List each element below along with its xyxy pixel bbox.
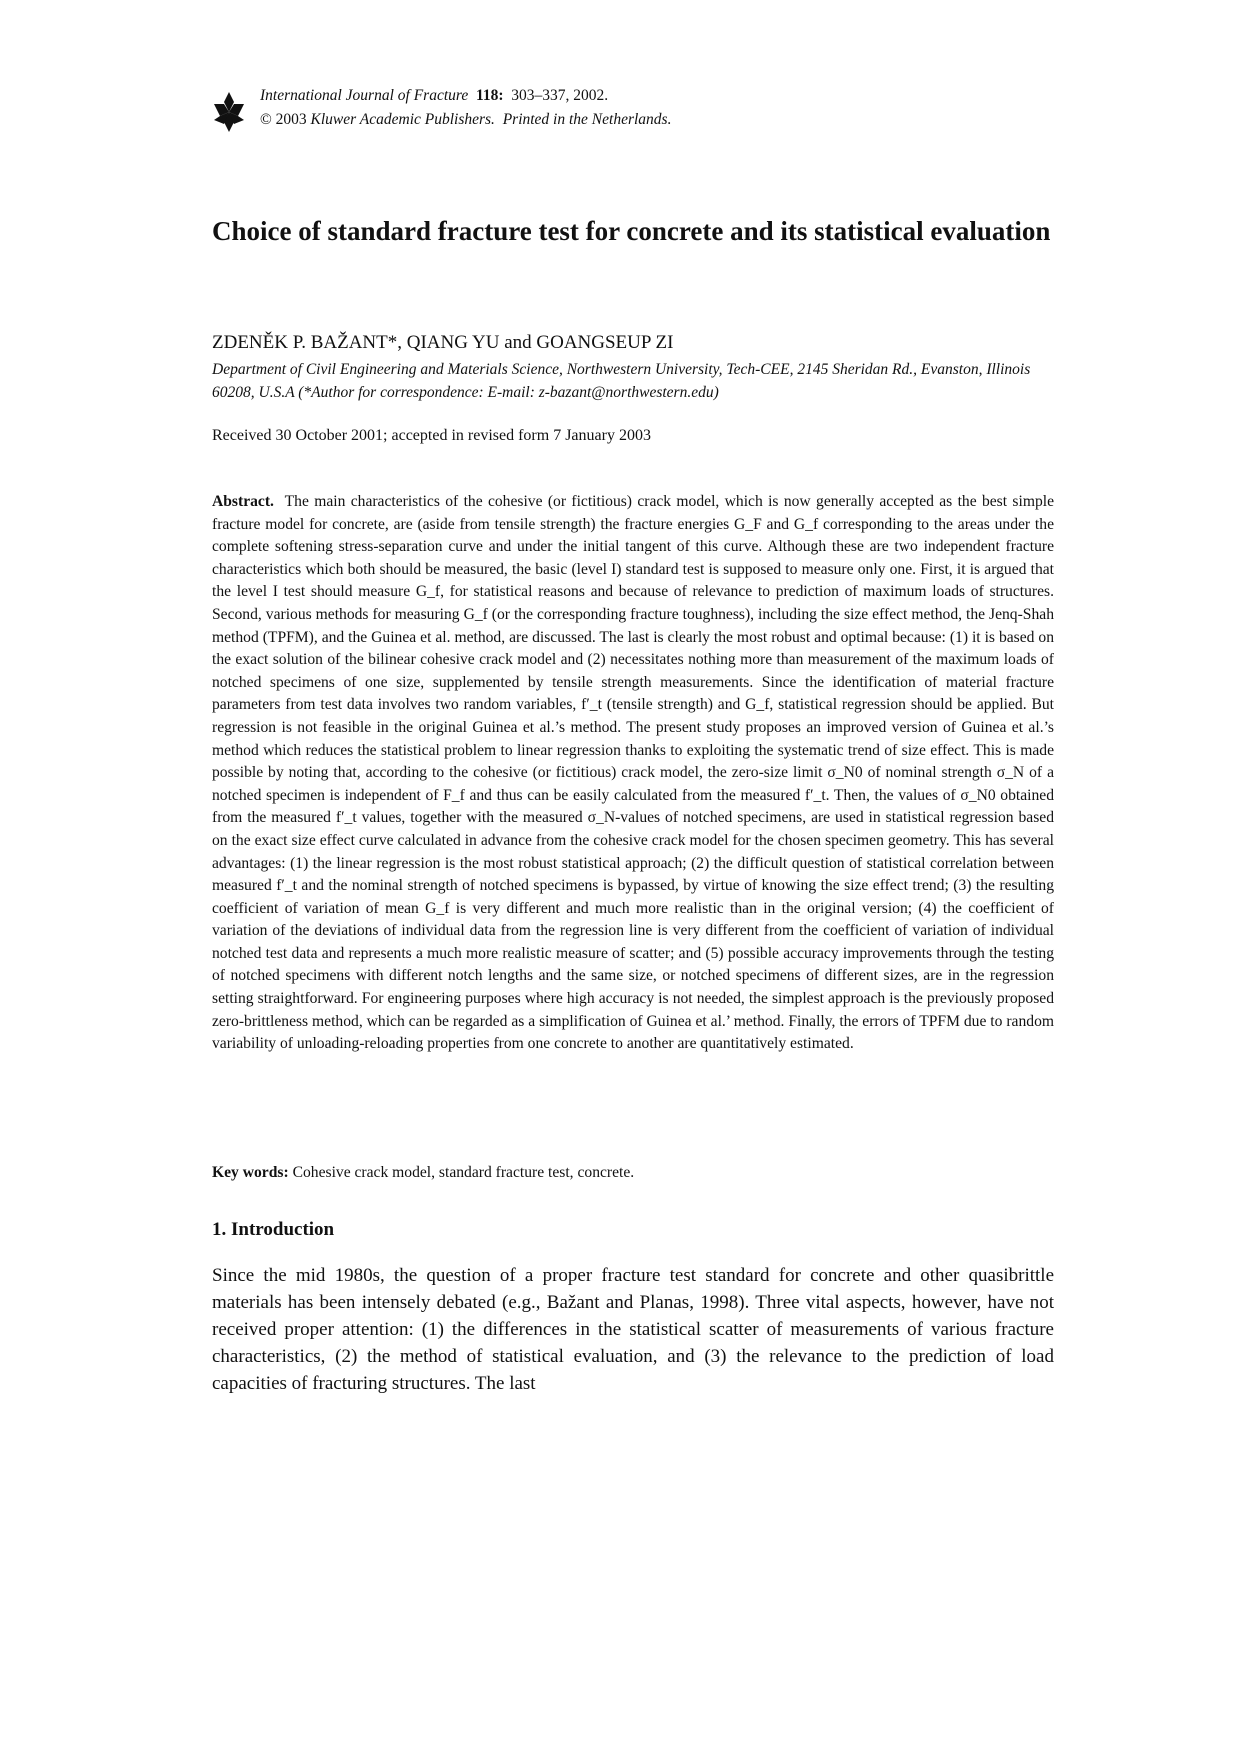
intro-paragraph: Since the mid 1980s, the question of a proper fracture test standard for concrete and other quasibrittle materials has been intensely debated (e.g., Bažant and Planas, 1998). Three vital aspects, however, have not received proper attention: (1) the differences in the statistical scatter of measurements of various fracture characteristics, (2) the method of statistical evaluation, and (3) the relevance to the prediction of load capacities of fracturing structures. The last — [212, 1265, 1054, 1394]
keywords-label: Key words: — [212, 1164, 289, 1181]
received-dates: Received 30 October 2001; accepted in revised form 7 January 2003 — [212, 427, 651, 444]
kluwer-logo-icon — [212, 90, 246, 134]
keywords-text: Cohesive crack model, standard fracture test, concrete. — [292, 1164, 635, 1181]
copyright-line: © 2003 Kluwer Academic Publishers. Printed in the Netherlands. — [260, 111, 672, 128]
paper-title: Choice of standard fracture test for concrete and its statistical evaluation — [212, 216, 1051, 246]
journal-header — [212, 84, 1012, 140]
section-heading: 1. Introduction — [212, 1219, 335, 1240]
author-list: ZDENĚK P. BAŽANT*, QIANG YU and GOANGSEUP ZI — [212, 332, 674, 353]
affiliation: Department of Civil Engineering and Materials Science, Northwestern University, Tech-CEE, 2145 Sheridan Rd., Evanston, Illinois 60208, U.S.A (*Author for correspondence: E-mail: z-bazant@northwestern.edu) — [212, 361, 1031, 401]
abstract-text: The main characteristics of the cohesive (or fictitious) crack model, which is now generally accepted as the best simple fracture model for concrete, are (aside from tensile strength) the fracture energies G_F and G_f corresponding to the areas under the complete softening stress-separation curve and under the initial tangent of this curve. Although these are two independent fracture characteristics which both should be measured, the basic (level I) standard test is supposed to measure only one. First, it is argued that the level I test should measure G_f, for statistical reasons and because of relevance to prediction of maximum loads of structures. Second, various methods for measuring G_f (or the corresponding fracture toughness), including the size effect method, the Jenq-Shah method (TPFM), and the Guinea et al. method, are discussed. The last is clearly the most robust and optimal because: (1) it is based on the exact solution of the bilinear cohesive crack model and (2) necessitates nothing more than measurement of the maximum loads of notched specimens of one size, supplemented by tensile strength measurements. Since the identification of material fracture parameters from test data involves two random variables, f′_t (tensile strength) and G_f, statistical regression should be applied. But regression is not feasible in the original Guinea et al.’s method. The present study proposes an improved version of Guinea et al.’s method which reduces the statistical problem to linear regression thanks to exploiting the systematic trend of size effect. This is made possible by noting that, according to the cohesive (or fictitious) crack model, the zero-size limit σ_N0 of nominal strength σ_N of a notched specimen is independent of F_f and thus can be easily calculated from the measured f′_t. Then, the values of σ_N0 obtained from the measured f′_t values, together with the measured σ_N-values of notched specimens, are used in statistical regression based on the exact size effect curve calculated in advance from the cohesive crack model for the chosen specimen geometry. This has several advantages: (1) the linear regression is the most robust statistical approach; (2) the difficult question of statistical correlation between measured f′_t and the nominal strength of notched specimens is bypassed, by virtue of knowing the size effect trend; (3) the resulting coefficient of variation of mean G_f is very different and much more realistic than in the original version; (4) the coefficient of variation of the deviations of individual data from the regression line is very different from the coefficient of variation of individual notched test data and represents a much more realistic measure of scatter; and (5) possible accuracy improvements through the testing of notched specimens with different notch lengths and the same size, or notched specimens of different sizes, are in the regression setting straightforward. For engineering purposes where high accuracy is not needed, the simplest approach is the previously proposed zero-brittleness method, which can be regarded as a simplification of Guinea et al.’ method. Finally, the errors of TPFM due to random variability of unloading-reloading properties from one concrete to another are quantitatively estimated. — [212, 493, 1055, 1053]
journal-citation: International Journal of Fracture 118: 303–337, 2002. — [260, 87, 609, 104]
abstract — [212, 491, 1054, 1056]
keywords — [212, 1164, 634, 1182]
abstract-label: Abstract. — [212, 493, 274, 510]
